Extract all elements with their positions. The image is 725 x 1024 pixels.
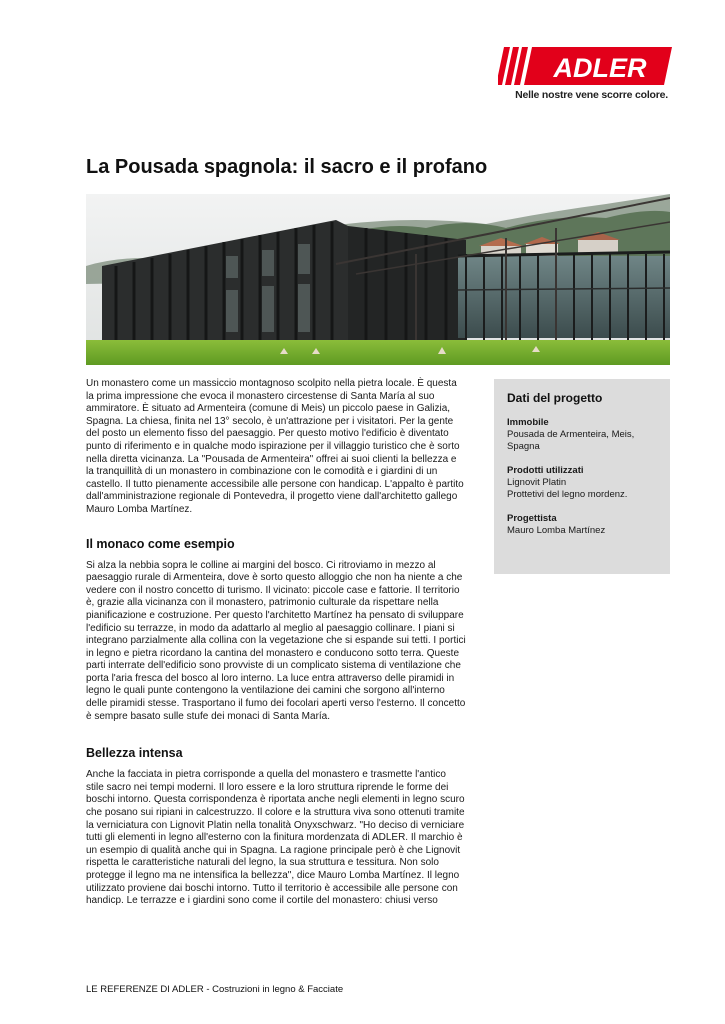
products-value: Lignovit Platin Prottetivi del legno mordenz. <box>507 476 628 501</box>
page-title: La Pousada spagnola: il sacro e il profano <box>86 156 488 178</box>
property-label: Immobile <box>507 417 549 428</box>
designer-label: Progettista <box>507 512 557 524</box>
brand-tagline: Nelle nostre vene scorre colore. <box>515 89 668 101</box>
adler-logo <box>498 47 678 107</box>
intro-paragraph: Un monastero come un massiccio montagnoso scolpito nella pietra locale. È questa la prima impressione che evoca il monastero circestense di Santa María al suo ammiratore. È situato ad Armenteira (comune di Meis) un piccolo paese in Galizia, Spagna. La chiesa, finita nel 13° secolo, è un'attrazione per i visitatori. Per la gente del posto un elemento fisso del paesaggio. Per questo motivo l'edificio è diventato punto di riferimento e in qualche modo ispirazione per il villaggio turistico che è sorto nella diretta vicinanza. La "Pousada de Armenteira" offrei ai suoi clienti la bellezza e la tranquillità di un monastero in combinazione con le comodità e i giardini di un castello. Il tutto pienamente accessibile alle persone con handicap. L'appalto è partito dall'amministrazione regionale di Pontevedra, il progetto viene dall'architetto gallego Mauro Lomba Martínez. <box>86 378 464 515</box>
designer-value: Mauro Lomba Martínez <box>507 524 606 536</box>
section-body-monaco: Si alza la nebbia sopra le colline ai margini del bosco. Ci ritroviamo in mezzo al paesaggio rurale di Armenteira, dove è sorto questo alloggio che non ha niente a che vedere con il nostro concetto di turismo. Il vicinato: piccole case e fattorie. Il territorio è, grazie alla vicinanza con il monastero, patrimonio culturale da rispettare nella pianificazione e costruzione. Per questo l'architetto Martínez ha pensato di sviluppare l'edificio su terrazze, in modo da adattarlo al meglio al paesaggio collinare. I piani si integrano parzialmente alla collina con la vegetazione che si espande sui tetti. I portici in legno e pietra ricordano la cantina del monastero e conducono sotto terra. Queste parti interrate dell'edificio sono provviste di un complicato sistema di ventilazione che porta l'aria fresca del bosco al loro interno. La luce entra attraverso delle piramidi in legno le quali punte contengono la ventilazione dei camini che sorgono all'interno delle piramidi stesse. Trasportano il fumo dei focolari aperti verso l'esterno. Il concetto è sempre basato sulle stufe dei monaci di Santa María. <box>86 559 466 722</box>
project-data-panel <box>494 379 670 574</box>
section-heading-monaco: Il monaco come esempio <box>86 536 235 551</box>
project-data-title: Dati del progetto <box>507 391 603 405</box>
property-value: Pousada de Armenteira, Meis, Spagna <box>507 429 635 453</box>
section-heading-bellezza: Bellezza intensa <box>86 746 183 761</box>
main-column <box>86 378 466 908</box>
products-label: Prodotti utilizzati <box>507 464 584 476</box>
adler-logo-mark <box>498 47 672 85</box>
page-footer: LE REFERENZE DI ADLER - Costruzioni in legno & Facciate <box>86 984 344 995</box>
brand-name: ADLER <box>553 53 647 83</box>
section-body-bellezza: Anche la facciata in pietra corrisponde a quella del monastero e trasmette l'antico stile sacro nei tempi moderni. Il loro essere e la loro struttura riprende le forme dei boschi intorno. Questa corrispondenza è riportata anche negli elementi in legno scuro che posano sui ripiani in calcestruzzo. Il colore e la struttura viva sono ottenuti tramite la verniciatura con Lignovit Platin nella tonalità Onyxschwarz. "Ho deciso di verniciare tutti gli elementi in legno all'esterno con la finitura mordenzata di ADLER. Il marchio è un esempio di qualità anche qui in Spagna. La ragione principale però è che Lignovit rispetta le caratteristiche naturali del legno, la sua struttura e tessitura. Non solo protegge il legno ma ne intensifica la bellezza", dice Mauro Lomba Martínez. Il legno utilizzato proviene dai boschi intorno. Tutto il territorio è accessibile alle persone con handicp. Le terrazze e i giardini sono come il cortile del monastero: chiusi verso <box>86 769 465 907</box>
monastery-building-photo <box>86 194 670 365</box>
